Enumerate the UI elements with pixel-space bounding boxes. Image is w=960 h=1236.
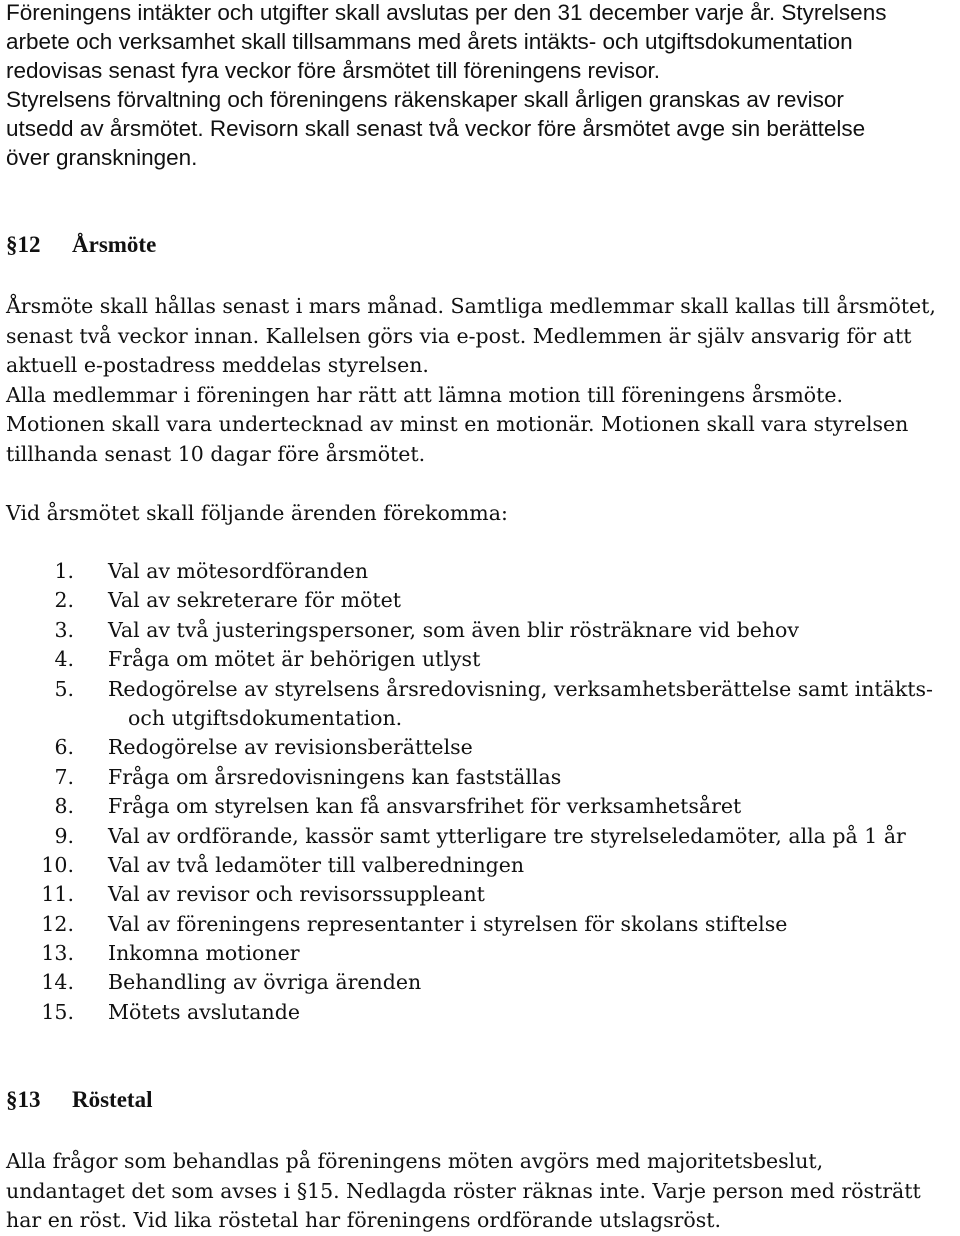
item-number: 8. (54, 794, 74, 819)
section-title: Årsmöte (72, 232, 157, 257)
agenda-item (0, 822, 960, 851)
agenda-item (0, 939, 960, 968)
agenda-intro-text: Vid årsmötet skall följande ärenden förekomma: (6, 501, 508, 525)
paragraph-line: tillhanda senast 10 dagar före årsmötet. (6, 441, 426, 466)
item-number: 15. (41, 999, 74, 1024)
agenda-item (0, 968, 960, 997)
section-13-heading (6, 1085, 152, 1115)
item-number: 2. (54, 588, 74, 613)
intro-line: redovisas senast fyra veckor före årsmötet till föreningens revisor. (6, 58, 661, 83)
paragraph-line: Alla medlemmar i föreningen har rätt att lämna motion till föreningens årsmöte. (6, 382, 844, 407)
item-number: 3. (54, 617, 74, 642)
intro-line: över granskningen. (6, 145, 198, 170)
agenda-item (0, 851, 960, 880)
agenda-item (0, 586, 960, 615)
agenda-item (0, 557, 960, 586)
intro-line: utsedd av årsmötet. Revisorn skall senast två veckor före årsmötet avge sin berättelse (6, 116, 866, 141)
agenda-list (0, 557, 960, 1027)
section-title: Röstetal (72, 1087, 153, 1112)
intro-line: Föreningens intäkter och utgifter skall avslutas per den 31 december varje år. Styrelsens (6, 0, 887, 25)
agenda-item (0, 733, 960, 762)
agenda-item (0, 792, 960, 821)
paragraph-line: undantaget det som avses i §15. Nedlagda röster räknas inte. Varje person med rösträtt (6, 1178, 921, 1203)
intro-line: Styrelsens förvaltning och föreningens räkenskaper skall årligen granskas av revisor (6, 87, 844, 112)
paragraph-line: Årsmöte skall hållas senast i mars månad. Samtliga medlemmar skall kallas till årsmötet, (6, 294, 936, 318)
item-text: Val av ordförande, kassör samt ytterligare tre styrelseledamöter, alla på 1 år (108, 823, 906, 848)
item-number: 13. (41, 941, 74, 966)
agenda-item (0, 998, 960, 1027)
item-text (108, 675, 933, 734)
agenda-item (0, 910, 960, 939)
item-number: 5. (54, 676, 74, 701)
agenda-item (0, 675, 960, 734)
intro-line: arbete och verksamhet skall tillsammans med årets intäkts- och utgiftsdokumentation (6, 29, 853, 54)
agenda-item (0, 763, 960, 792)
item-number: 4. (54, 647, 74, 672)
item-text: Fråga om årsredovisningens kan fastställas (108, 764, 562, 789)
paragraph-line: Motionen skall vara undertecknad av minst en motionär. Motionen skall vara styrelsen (6, 412, 909, 436)
agenda-item (0, 616, 960, 645)
section-number: §13 (6, 1087, 41, 1112)
item-text: Val av två justeringspersoner, som även blir rösträknare vid behov (108, 617, 799, 642)
agenda-item (0, 880, 960, 909)
item-text: Inkomna motioner (108, 941, 300, 966)
agenda-item (0, 645, 960, 674)
item-number: 11. (41, 882, 74, 907)
item-text: Val av föreningens representanter i styrelsen för skolans stiftelse (108, 911, 788, 936)
item-number: 10. (41, 852, 74, 877)
item-number: 14. (41, 970, 74, 995)
item-text: Redogörelse av revisionsberättelse (108, 735, 473, 760)
item-text: Mötets avslutande (108, 999, 300, 1024)
item-text: Val av mötesordföranden (108, 559, 369, 583)
item-number: 7. (54, 764, 74, 789)
section-13-paragraph (6, 1147, 956, 1236)
section-number: §12 (6, 232, 41, 257)
item-text: Val av revisor och revisorssuppleant (108, 882, 485, 907)
agenda-intro (6, 499, 956, 529)
item-text: Behandling av övriga ärenden (108, 970, 422, 995)
section-12-paragraph (6, 292, 956, 469)
item-text: Val av sekreterare för mötet (108, 588, 402, 613)
intro-paragraph (6, 0, 956, 172)
item-text: Fråga om styrelsen kan få ansvarsfrihet för verksamhetsåret (108, 794, 742, 819)
item-text-line: Redogörelse av styrelsens årsredovisning, verksamhetsberättelse samt intäkts- (108, 676, 933, 701)
paragraph-line: har en röst. Vid lika röstetal har föreningens ordförande utslagsröst. (6, 1208, 722, 1232)
item-text-continuation: och utgiftsdokumentation. (128, 706, 403, 731)
item-number: 1. (54, 559, 74, 583)
paragraph-line: Alla frågor som behandlas på föreningens möten avgörs med majoritetsbeslut, (6, 1149, 824, 1173)
paragraph-line: aktuell e-postadress meddelas styrelsen. (6, 353, 429, 377)
item-number: 9. (54, 823, 74, 848)
item-number: 6. (54, 735, 74, 760)
paragraph-line: senast två veckor innan. Kallelsen görs via e-post. Medlemmen är själv ansvarig för att (6, 323, 912, 348)
item-number: 12. (41, 911, 74, 936)
item-text: Fråga om mötet är behörigen utlyst (108, 647, 481, 672)
item-text: Val av två ledamöter till valberedningen (108, 852, 525, 877)
section-12-heading (6, 230, 156, 260)
